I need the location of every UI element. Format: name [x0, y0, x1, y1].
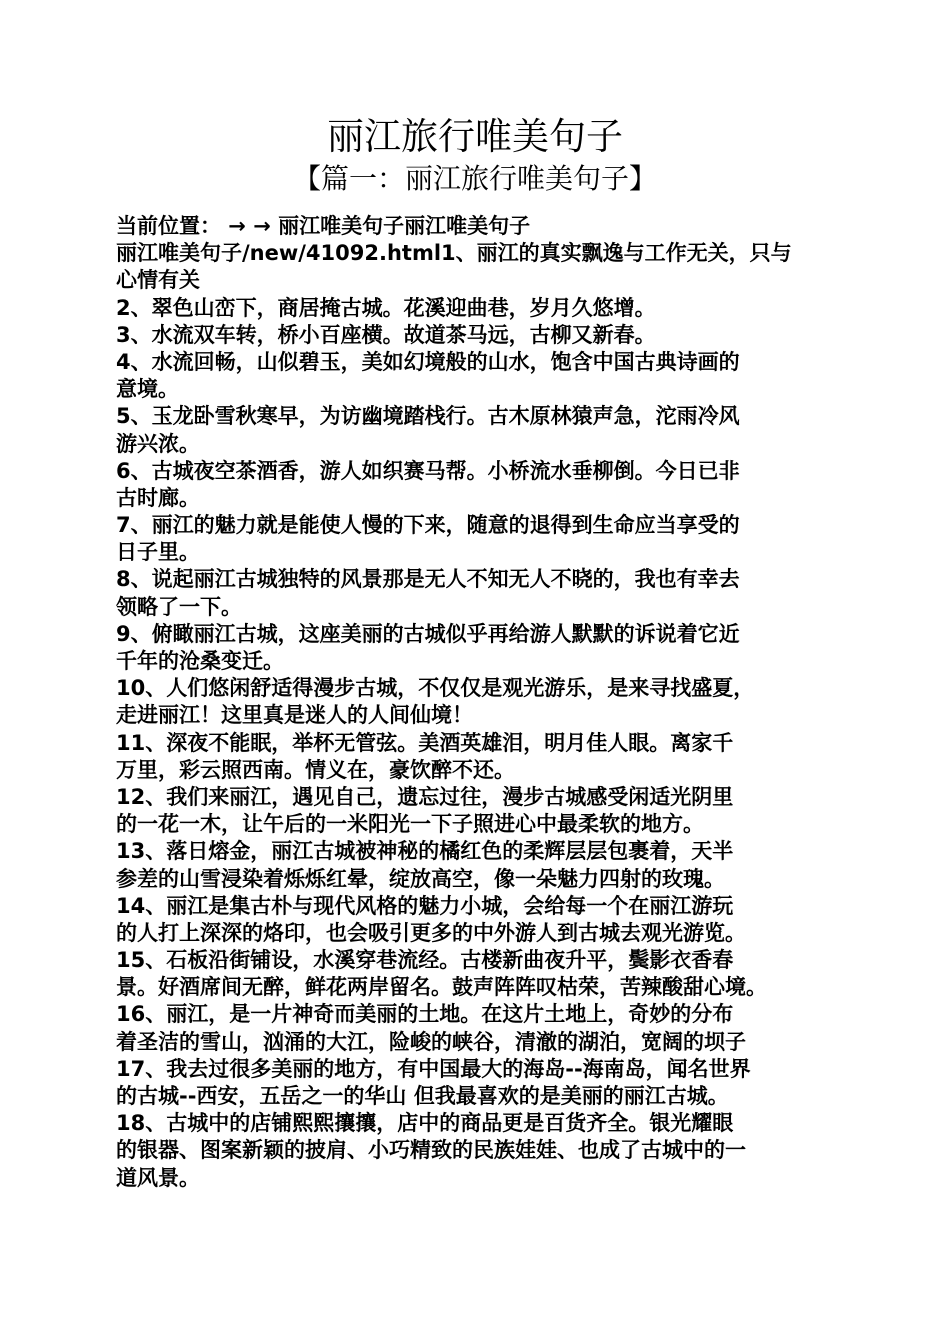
body-line: 景。好酒席间无醉，鲜花两岸留名。鼓声阵阵叹枯荣，苦辣酸甜心境。: [116, 975, 767, 1000]
body-line: 古时廊。: [116, 485, 200, 510]
body-line: 着圣洁的雪山，汹涌的大江，险峻的峡谷，清澈的湖泊，宽阔的坝子: [116, 1029, 746, 1054]
body-line: 日子里。: [116, 540, 200, 565]
document-subtitle: 【篇一：丽江旅行唯美句子】: [292, 162, 657, 195]
body-line: 道风景。: [116, 1165, 200, 1190]
document-title: 丽江旅行唯美句子: [327, 115, 623, 158]
body-line: 的古城--西安，五岳之一的华山 但我最喜欢的是美丽的丽江古城。: [116, 1084, 729, 1108]
body-line: 12、我们来丽江，遇见自己，遗忘过往，漫步古城感受闲适光阴里: [116, 784, 734, 809]
body-line: 3、水流双车转，桥小百座横。故道茶马远，古柳又新春。: [116, 322, 656, 347]
body-line: 2、翠色山峦下，商居掩古城。花溪迎曲巷，岁月久悠增。: [116, 295, 656, 320]
body-line: 的银器、图案新颖的披肩、小巧精致的民族娃娃、也成了古城中的一: [116, 1138, 746, 1163]
body-line: 10、人们悠闲舒适得漫步古城，不仅仅是观光游乐，是来寻找盛夏，: [116, 676, 755, 701]
body-line: 8、说起丽江古城独特的风景那是无人不知无人不晓的，我也有幸去: [116, 567, 740, 592]
body-line: 参差的山雪浸染着烁烁红晕，绽放高空，像一朵魅力四射的玫瑰。: [116, 866, 725, 891]
body-line: 的一花一木，让午后的一米阳光一下子照进心中最柔软的地方。: [116, 812, 704, 837]
document-body: [116, 213, 838, 1192]
body-line: 游兴浓。: [116, 431, 200, 456]
body-line: 4、水流回畅，山似碧玉，美如幻境般的山水，饱含中国古典诗画的: [116, 349, 740, 374]
body-line: 13、落日熔金，丽江古城被神秘的橘红色的柔辉层层包裹着，天半: [116, 839, 734, 864]
body-line: 意境。: [116, 377, 179, 402]
body-line: 15、石板沿街铺设，水溪穿巷流经。古楼新曲夜升平，鬓影衣香春: [116, 948, 734, 973]
body-line: 11、深夜不能眠，举杯无管弦。美酒英雄泪，明月佳人眼。离家千: [116, 730, 734, 755]
body-line: 的人打上深深的烙印，也会吸引更多的中外游人到古城去观光游览。: [116, 920, 746, 945]
body-line: 9、俯瞰丽江古城，这座美丽的古城似乎再给游人默默的诉说着它近: [116, 621, 740, 646]
body-line: 14、丽江是集古朴与现代风格的魅力小城，会给每一个在丽江游玩: [116, 893, 734, 918]
body-line: 千年的沧桑变迁。: [116, 649, 284, 673]
body-line: 万里，彩云照西南。情义在，豪饮醉不还。: [116, 757, 515, 782]
body-line: 16、丽江，是一片神奇而美丽的土地。在这片土地上，奇妙的分布: [116, 1002, 734, 1027]
body-line: 领略了一下。: [116, 594, 242, 619]
body-line: 走进丽江！这里真是迷人的人间仙境！: [116, 703, 473, 728]
body-line: 7、丽江的魅力就是能使人慢的下来，随意的退得到生命应当享受的: [116, 513, 740, 538]
body-line: 18、古城中的店铺熙熙攘攘，店中的商品更是百货齐全。银光耀眼: [116, 1111, 734, 1136]
body-line: 丽江唯美句子/new/41092.html1、丽江的真实飘逸与工作无关，只与: [116, 241, 792, 266]
body-line: 5、玉龙卧雪秋寒早，为访幽境踏栈行。古木原林猿声急，沱雨冷风: [116, 404, 740, 429]
body-line: 当前位置： → → 丽江唯美句子丽江唯美句子: [116, 214, 531, 238]
body-line: 17、我去过很多美丽的地方，有中国最大的海岛--海南岛，闻名世界: [116, 1056, 751, 1081]
body-line: 心情有关: [116, 268, 200, 293]
body-line: 6、古城夜空茶酒香，游人如织赛马帮。小桥流水垂柳倒。今日已非: [116, 458, 740, 483]
